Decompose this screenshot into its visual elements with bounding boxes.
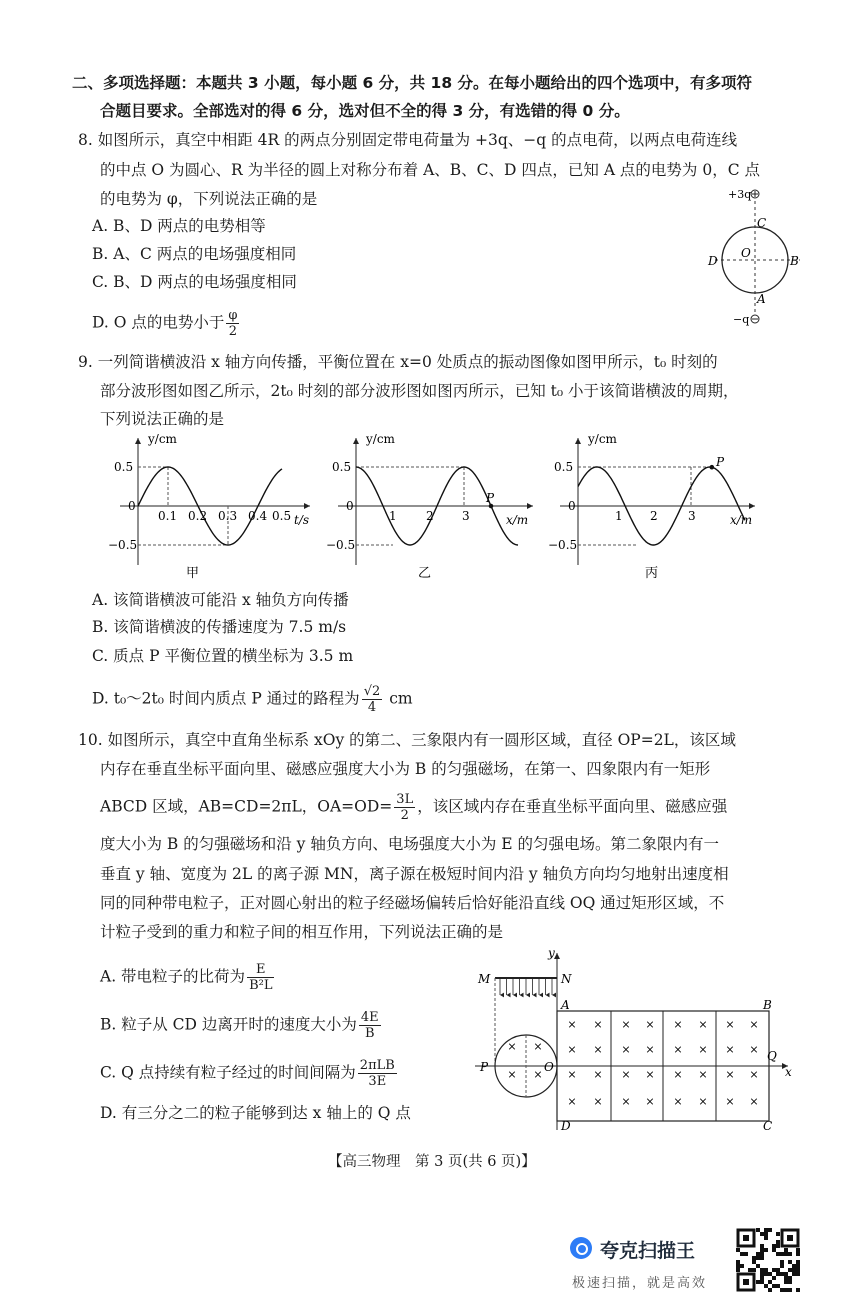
qr-module: [796, 1288, 800, 1292]
qr-module: [760, 1272, 764, 1276]
q9-option-b: B. 该简谐横波的传播速度为 7.5 m/s: [92, 618, 347, 636]
q8-fig-label-o: O: [741, 246, 751, 260]
qr-module: [756, 1280, 760, 1284]
fraction-numerator: √2: [363, 684, 381, 699]
q8-fig-label-d: D: [708, 254, 718, 268]
qr-module: [784, 1288, 788, 1292]
scanner-logo-icon: [570, 1237, 592, 1259]
graph-bing-tick-2: 2: [650, 509, 658, 523]
qr-module: [788, 1276, 792, 1280]
q9-line2: 部分波形图如图乙所示，2t₀ 时刻的部分波形图如图丙所示，已知 t₀ 小于该简谐横波的周期，: [100, 382, 739, 400]
qr-module: [776, 1268, 780, 1272]
qr-module: [776, 1284, 780, 1288]
qr-module: [796, 1252, 800, 1256]
q10-fig-label-q: Q: [767, 1049, 777, 1063]
graph-bing-point-label: P: [716, 455, 725, 469]
qr-module: [780, 1264, 784, 1268]
qr-module: [796, 1268, 800, 1272]
graph-jia-xlabel: t/s: [294, 513, 310, 527]
qr-module: [752, 1260, 756, 1264]
q10-option-a-text: A. 带电粒子的比荷为: [100, 967, 246, 986]
qr-module: [792, 1264, 796, 1268]
magnetic-field-cross-icon: ×: [507, 1040, 517, 1053]
graph-jia-ytick-top: 0.5: [114, 460, 134, 474]
magnetic-field-cross-icon: ×: [749, 1018, 759, 1031]
qr-module: [796, 1248, 800, 1252]
graph-jia-tick-2: 0.2: [188, 509, 208, 523]
q10-line4: 度大小为 B 的匀强磁场和沿 y 轴负方向、电场强度大小为 E 的匀强电场。第二象限内有一: [100, 835, 720, 853]
graph-jia-tick-1: 0.1: [158, 509, 178, 523]
q8-option-b: B. A、C 两点的电场强度相同: [92, 245, 297, 263]
qr-module: [756, 1228, 760, 1232]
graph-jia-tick-3: 0.3: [218, 509, 238, 523]
magnetic-field-cross-icon: ×: [749, 1095, 759, 1108]
q10-field-diagram: [470, 945, 800, 1135]
q10-option-b-fraction: [359, 1010, 381, 1041]
q10-fig-label-y: y: [548, 946, 555, 960]
qr-module: [772, 1248, 776, 1252]
graph-jia-ytick-bottom: −0.5: [108, 538, 138, 552]
magnetic-field-cross-icon: ×: [593, 1095, 603, 1108]
qr-code-icon: [736, 1228, 800, 1292]
magnetic-field-cross-icon: ×: [567, 1043, 577, 1056]
magnetic-field-cross-icon: ×: [621, 1095, 631, 1108]
qr-module: [768, 1288, 772, 1292]
qr-module: [780, 1272, 784, 1276]
qr-module: [796, 1260, 800, 1264]
q9-option-d: [92, 684, 413, 715]
graph-bing-waveform: [540, 430, 765, 580]
q10-fig-label-a: A: [561, 998, 570, 1012]
qr-module: [760, 1268, 764, 1272]
magnetic-field-cross-icon: ×: [621, 1018, 631, 1031]
qr-module: [764, 1236, 768, 1240]
qr-module: [760, 1252, 764, 1256]
magnetic-field-cross-icon: ×: [725, 1018, 735, 1031]
qr-module: [772, 1284, 776, 1288]
qr-module: [784, 1280, 788, 1284]
graph-bing-ytick-bottom: −0.5: [548, 538, 578, 552]
magnetic-field-cross-icon: ×: [533, 1068, 543, 1081]
qr-module: [788, 1260, 792, 1264]
graph-yi-ytick-zero: 0: [346, 499, 354, 513]
graph-jia-caption: 甲: [186, 566, 200, 580]
graph-bing-tick-1: 1: [615, 509, 623, 523]
qr-module: [760, 1244, 764, 1248]
q10-line5: 垂直 y 轴、宽度为 2L 的离子源 MN，离子源在极短时间内沿 y 轴负方向均匀地射出速度相: [100, 865, 729, 883]
q8-fig-label-b: B: [790, 254, 799, 268]
magnetic-field-cross-icon: ×: [533, 1040, 543, 1053]
q10-option-b-text: B. 粒子从 CD 边离开时的速度大小为: [100, 1015, 357, 1034]
graph-yi-tick-3: 3: [462, 509, 470, 523]
graph-bing-xlabel: x/m: [730, 513, 753, 527]
qr-module: [740, 1252, 744, 1256]
qr-module: [776, 1244, 780, 1248]
q8-line3: 的电势为 φ，下列说法正确的是: [100, 190, 318, 208]
fraction-numerator: φ: [228, 308, 238, 323]
qr-module: [768, 1280, 772, 1284]
qr-module: [776, 1272, 780, 1276]
q8-line1: 8. 如图所示，真空中相距 4R 的两点分别固定带电荷量为 +3q、−q 的点电荷，以两点电荷连线: [78, 131, 738, 149]
qr-module: [776, 1252, 780, 1256]
qr-module: [760, 1280, 764, 1284]
qr-module: [772, 1276, 776, 1280]
q9-option-c: C. 质点 P 平衡位置的横坐标为 3.5 m: [92, 647, 354, 665]
magnetic-field-cross-icon: ×: [593, 1018, 603, 1031]
q8-option-d-text: D. O 点的电势小于: [92, 313, 225, 332]
q10-fig-label-m: M: [478, 972, 491, 986]
fraction-denominator: 3E: [368, 1074, 387, 1089]
qr-module: [736, 1264, 740, 1268]
q10-line3: [100, 792, 727, 823]
q10-fig-label-b: B: [763, 998, 772, 1012]
magnetic-field-cross-icon: ×: [567, 1095, 577, 1108]
q10-line7: 计粒子受到的重力和粒子间的相互作用，下列说法正确的是: [100, 923, 504, 941]
magnetic-field-cross-icon: ×: [698, 1018, 708, 1031]
q8-fig-label-a: A: [757, 292, 766, 306]
qr-module: [764, 1232, 768, 1236]
qr-module: [780, 1252, 784, 1256]
q9-option-d-fraction: [362, 684, 383, 715]
q8-charge-circle-diagram: [700, 183, 810, 328]
q10-option-c-fraction: [358, 1058, 397, 1089]
qr-module: [772, 1268, 776, 1272]
qr-module: [772, 1244, 776, 1248]
magnetic-field-cross-icon: ×: [645, 1095, 655, 1108]
graph-yi-waveform: [318, 430, 543, 580]
graph-jia-ylabel: y/cm: [148, 432, 177, 446]
qr-module: [752, 1256, 756, 1260]
qr-module: [796, 1272, 800, 1276]
fraction-numerator: 4E: [360, 1010, 379, 1025]
q9-line1: 9. 一列简谐横波沿 x 轴方向传播，平衡位置在 x=0 处质点的振动图像如图甲所示，t₀ 时刻的: [78, 353, 718, 371]
magnetic-field-cross-icon: ×: [645, 1018, 655, 1031]
q9-option-d-unit: cm: [389, 689, 413, 708]
qr-module: [780, 1288, 784, 1292]
watermark-slogan: 极速扫描，就是高效: [572, 1276, 708, 1291]
qr-module: [764, 1268, 768, 1272]
q8-option-c: C. B、D 两点的电场强度相同: [92, 273, 297, 291]
fraction-denominator: B²L: [249, 978, 273, 993]
q10-option-b: [100, 1010, 383, 1041]
magnetic-field-cross-icon: ×: [673, 1043, 683, 1056]
magnetic-field-cross-icon: ×: [567, 1068, 577, 1081]
magnetic-field-cross-icon: ×: [593, 1068, 603, 1081]
graph-yi-tick-1: 1: [389, 509, 397, 523]
q8-option-d-fraction: [226, 308, 239, 339]
watermark-brand: 夸克扫描王: [600, 1240, 696, 1262]
fraction-denominator: 2: [228, 324, 238, 339]
q9-line3: 下列说法正确的是: [100, 410, 225, 428]
qr-module: [756, 1256, 760, 1260]
qr-module: [792, 1272, 796, 1276]
magnetic-field-cross-icon: ×: [645, 1068, 655, 1081]
q10-line1: 10. 如图所示，真空中直角坐标系 xOy 的第二、三象限内有一圆形区域，直径 OP=2L，该区域: [78, 731, 736, 749]
q10-line3-rest: ，该区域内存在垂直坐标平面向里、磁感应强: [417, 797, 728, 816]
q9-option-d-text: D. t₀～2t₀ 时间内质点 P 通过的路程为: [92, 689, 360, 708]
section-title-line2: 合题目要求。全部选对的得 6 分，选对但不全的得 3 分，有选错的得 0 分。: [100, 102, 630, 120]
graph-bing-ytick-zero: 0: [568, 499, 576, 513]
graph-jia-vibration: [100, 430, 325, 580]
qr-module: [788, 1268, 792, 1272]
fraction-numerator: E: [247, 962, 274, 978]
q10-option-c: [100, 1058, 399, 1089]
qr-module: [736, 1268, 740, 1272]
qr-module: [756, 1252, 760, 1256]
qr-module: [760, 1232, 764, 1236]
section-title-line1: 二、多项选择题：本题共 3 小题，每小题 6 分，共 18 分。在每小题给出的四个选项中，有多项符: [72, 74, 753, 92]
qr-module: [764, 1228, 768, 1232]
graph-jia-ytick-zero: 0: [128, 499, 136, 513]
qr-module: [760, 1276, 764, 1280]
qr-module: [752, 1268, 756, 1272]
qr-module: [788, 1280, 792, 1284]
magnetic-field-cross-icon: ×: [593, 1043, 603, 1056]
q10-option-a-fraction: [247, 962, 274, 993]
graph-bing-ytick-top: 0.5: [554, 460, 574, 474]
magnetic-field-cross-icon: ×: [725, 1095, 735, 1108]
qr-module: [760, 1256, 764, 1260]
magnetic-field-cross-icon: ×: [673, 1095, 683, 1108]
q8-option-d: [92, 308, 241, 339]
qr-module: [776, 1240, 780, 1244]
fraction-denominator: 4: [367, 700, 377, 715]
q8-option-a: A. B、D 两点的电势相等: [92, 217, 266, 235]
qr-module: [764, 1272, 768, 1276]
q8-fig-top-charge: +3q: [728, 188, 752, 201]
graph-yi-caption: 乙: [418, 566, 432, 580]
qr-module: [736, 1248, 740, 1252]
q10-fig-label-x: x: [785, 1065, 792, 1079]
qr-module: [760, 1248, 764, 1252]
graph-yi-ytick-top: 0.5: [332, 460, 352, 474]
qr-module: [796, 1264, 800, 1268]
graph-yi-point-label: P: [486, 491, 495, 505]
qr-module: [744, 1252, 748, 1256]
magnetic-field-cross-icon: ×: [749, 1068, 759, 1081]
qr-module: [788, 1288, 792, 1292]
qr-module: [764, 1284, 768, 1288]
magnetic-field-cross-icon: ×: [507, 1068, 517, 1081]
fraction-numerator: 2πLB: [359, 1058, 395, 1073]
magnetic-field-cross-icon: ×: [725, 1068, 735, 1081]
q9-option-a: A. 该简谐横波可能沿 x 轴负方向传播: [92, 591, 349, 609]
magnetic-field-cross-icon: ×: [673, 1068, 683, 1081]
q8-fig-label-c: C: [757, 216, 767, 230]
q10-option-d: D. 有三分之二的粒子能够到达 x 轴上的 Q 点: [100, 1104, 411, 1122]
q10-line2: 内存在垂直坐标平面向里、磁感应强度大小为 B 的匀强磁场，在第一、四象限内有一矩形: [100, 760, 711, 778]
q10-fig-label-o: O: [544, 1060, 554, 1074]
magnetic-field-cross-icon: ×: [621, 1068, 631, 1081]
magnetic-field-cross-icon: ×: [725, 1043, 735, 1056]
q10-fig-label-n: N: [561, 972, 572, 986]
magnetic-field-cross-icon: ×: [698, 1043, 708, 1056]
magnetic-field-cross-icon: ×: [621, 1043, 631, 1056]
q10-line3-fraction: [394, 792, 415, 823]
graph-jia-tick-4: 0.4: [248, 509, 268, 523]
q10-line3-text: ABCD 区域，AB=CD=2πL，OA=OD=: [100, 797, 393, 816]
graph-yi-ytick-bottom: −0.5: [326, 538, 356, 552]
qr-module: [788, 1252, 792, 1256]
fraction-numerator: 3L: [396, 792, 414, 807]
magnetic-field-cross-icon: ×: [698, 1095, 708, 1108]
fraction-denominator: 2: [400, 808, 409, 823]
page-footer: 【高三物理 第 3 页(共 6 页)】: [328, 1154, 536, 1170]
graph-yi-tick-2: 2: [426, 509, 434, 523]
q10-fig-label-d: D: [561, 1119, 571, 1133]
qr-module: [748, 1268, 752, 1272]
q8-fig-bottom-charge: −q: [733, 313, 750, 326]
q8-line2: 的中点 O 为圆心、R 为半径的圆上对称分布着 A、B、C、D 四点，已知 A 点的电势为 0，C 点: [100, 161, 761, 179]
qr-module: [756, 1264, 760, 1268]
magnetic-field-cross-icon: ×: [698, 1068, 708, 1081]
qr-module: [736, 1260, 740, 1264]
qr-module: [792, 1268, 796, 1272]
qr-module: [768, 1228, 772, 1232]
q10-option-c-text: C. Q 点持续有粒子经过的时间间隔为: [100, 1063, 356, 1082]
qr-module: [784, 1272, 788, 1276]
magnetic-field-cross-icon: ×: [749, 1043, 759, 1056]
graph-bing-caption: 丙: [645, 566, 659, 580]
graph-yi-ylabel: y/cm: [366, 432, 395, 446]
qr-module: [784, 1248, 788, 1252]
qr-module: [784, 1276, 788, 1280]
qr-module: [768, 1272, 772, 1276]
qr-module: [764, 1248, 768, 1252]
q10-fig-label-c: C: [763, 1119, 773, 1133]
magnetic-field-cross-icon: ×: [567, 1018, 577, 1031]
graph-bing-ylabel: y/cm: [588, 432, 617, 446]
qr-module: [784, 1252, 788, 1256]
graph-jia-tick-5: 0.5: [272, 509, 292, 523]
qr-module: [776, 1232, 780, 1236]
magnetic-field-cross-icon: ×: [645, 1043, 655, 1056]
graph-yi-xlabel: x/m: [506, 513, 529, 527]
q10-fig-label-p: P: [480, 1060, 489, 1074]
qr-module: [780, 1260, 784, 1264]
fraction-denominator: B: [364, 1026, 375, 1041]
graph-bing-tick-3: 3: [688, 509, 696, 523]
qr-module: [740, 1264, 744, 1268]
magnetic-field-cross-icon: ×: [673, 1018, 683, 1031]
q10-line6: 同的同种带电粒子，正对圆心射出的粒子经磁场偏转后恰好能沿直线 OQ 通过矩形区域，不: [100, 894, 725, 912]
q10-option-a: [100, 962, 276, 993]
